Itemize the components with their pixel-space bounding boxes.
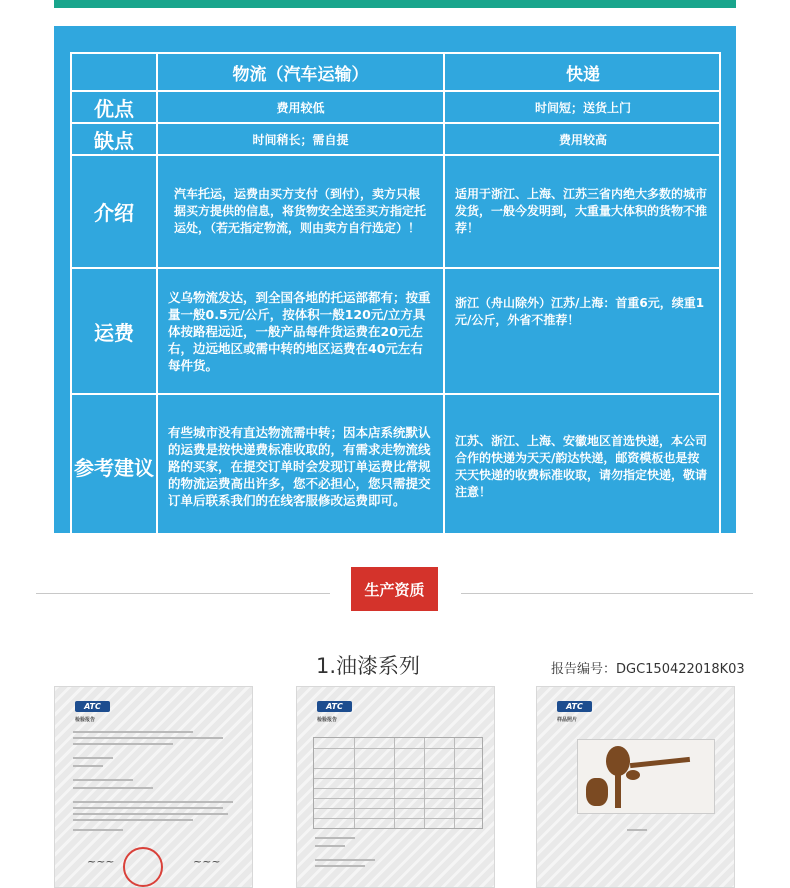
text-line xyxy=(73,779,133,781)
cell-text: 时间短；送货上门 xyxy=(534,100,631,115)
cell-express xyxy=(445,124,721,154)
cell-express xyxy=(445,269,721,393)
row-label: 介绍 xyxy=(72,156,158,267)
table-row-shipping-fee xyxy=(72,267,719,393)
header-logistics-label: 物流（汽车运输） xyxy=(232,64,369,85)
spoon-icon xyxy=(630,757,690,768)
text-line xyxy=(315,865,365,867)
text-line xyxy=(73,757,113,759)
text-line xyxy=(73,807,223,809)
sample-photo xyxy=(577,739,715,814)
row-label: 缺点 xyxy=(72,124,158,154)
spoon-icon xyxy=(626,770,640,780)
table-header-row xyxy=(72,54,719,90)
text-line xyxy=(73,743,173,745)
cell-text: 适用于浙江、上海、江苏三省内绝大多数的城市发货，一般今发明到，大重量大体积的货物不推荐！ xyxy=(455,187,708,235)
cell-logistics xyxy=(158,395,445,538)
table-row-suggestions xyxy=(72,393,719,538)
text-line xyxy=(315,845,345,847)
section-divider-right xyxy=(461,593,753,594)
signature-icon: ~~~ xyxy=(193,855,221,868)
top-accent-bar xyxy=(54,0,736,8)
certificate-image-3 xyxy=(536,686,735,888)
cell-text: 费用较高 xyxy=(558,132,607,147)
text-line xyxy=(73,801,233,803)
red-stamp-icon xyxy=(123,847,163,887)
row-label: 参考建议 xyxy=(72,395,158,538)
text-line xyxy=(627,829,647,831)
atc-logo: ATC xyxy=(317,701,352,712)
cell-logistics xyxy=(158,269,445,393)
text-line xyxy=(73,731,193,733)
row-label: 运费 xyxy=(72,269,158,393)
cell-logistics xyxy=(158,124,445,154)
table-row-introduction xyxy=(72,154,719,267)
section-title-badge: 生产资质 xyxy=(351,567,438,611)
doc-heading: 检验报告 xyxy=(75,717,96,723)
header-express-label: 快递 xyxy=(566,64,600,85)
text-line xyxy=(73,737,223,739)
cell-text: 有些城市没有直达物流需中转；因本店系统默认的运费是按快递费标准收取的，有需求走物流线路的买家，在提交订单时会发现订单运费比常规的物流运费高出许多，您不必担心，您只需提交订单后联系我们的在线客服修改运费即可。 xyxy=(168,425,431,508)
cell-text: 江苏、浙江、上海、安徽地区首选快递，本公司合作的快递为天天/韵达快递，邮资模板也是按天天快递的收费标准收取，请勿指定快递，敬请注意！ xyxy=(455,433,708,499)
header-express xyxy=(445,54,721,90)
cell-express xyxy=(445,395,721,538)
shipping-comparison-panel xyxy=(54,26,736,533)
section-divider-left xyxy=(36,593,330,594)
cell-text: 费用较低 xyxy=(276,100,325,115)
doc-heading: 样品照片 xyxy=(557,717,578,723)
certificate-image-2 xyxy=(296,686,495,888)
cell-text: 汽车托运，运费由买方支付（到付），卖方只根据买方提供的信息，将货物安全送至买方指定托运处，（若无指定物流，则由卖方自行选定）！ xyxy=(174,187,427,235)
report-number: 报告编号：DGC150422018K03 xyxy=(551,662,745,677)
row-label: 优点 xyxy=(72,92,158,122)
cell-logistics xyxy=(158,92,445,122)
text-line xyxy=(73,765,103,767)
text-line xyxy=(73,813,228,815)
spatula-icon xyxy=(586,778,608,806)
text-line xyxy=(73,829,123,831)
header-empty-cell xyxy=(72,54,158,90)
table-row-advantages xyxy=(72,90,719,122)
results-table-thumbnail xyxy=(313,737,483,829)
certificate-image-1 xyxy=(54,686,253,888)
spoon-handle-icon xyxy=(615,774,621,808)
doc-heading: 检验报告 xyxy=(317,717,338,723)
cell-express xyxy=(445,156,721,267)
text-line xyxy=(73,819,193,821)
series-title: 1.油漆系列 xyxy=(316,654,421,678)
atc-logo: ATC xyxy=(75,701,110,712)
shipping-comparison-table xyxy=(70,52,721,540)
cell-text: 浙江（舟山除外）江苏/上海：首重6元，续重1元/公斤，外省不推荐！ xyxy=(455,296,705,327)
text-line xyxy=(315,859,375,861)
cell-text: 义乌物流发达，到全国各地的托运部都有；按重量一般0.5元/公斤，按体积一般120元/立方具体按路程远近，一般产品每件货运费在20元左右，边远地区或需中转的地区运费在40元左右每件货。 xyxy=(168,289,431,373)
cell-express xyxy=(445,92,721,122)
cell-text: 时间稍长；需自提 xyxy=(252,132,349,147)
atc-logo: ATC xyxy=(557,701,592,712)
header-logistics xyxy=(158,54,445,90)
text-line xyxy=(315,837,355,839)
signature-icon: ~~~ xyxy=(87,855,115,868)
table-row-disadvantages xyxy=(72,122,719,154)
text-line xyxy=(73,787,153,789)
cell-logistics xyxy=(158,156,445,267)
